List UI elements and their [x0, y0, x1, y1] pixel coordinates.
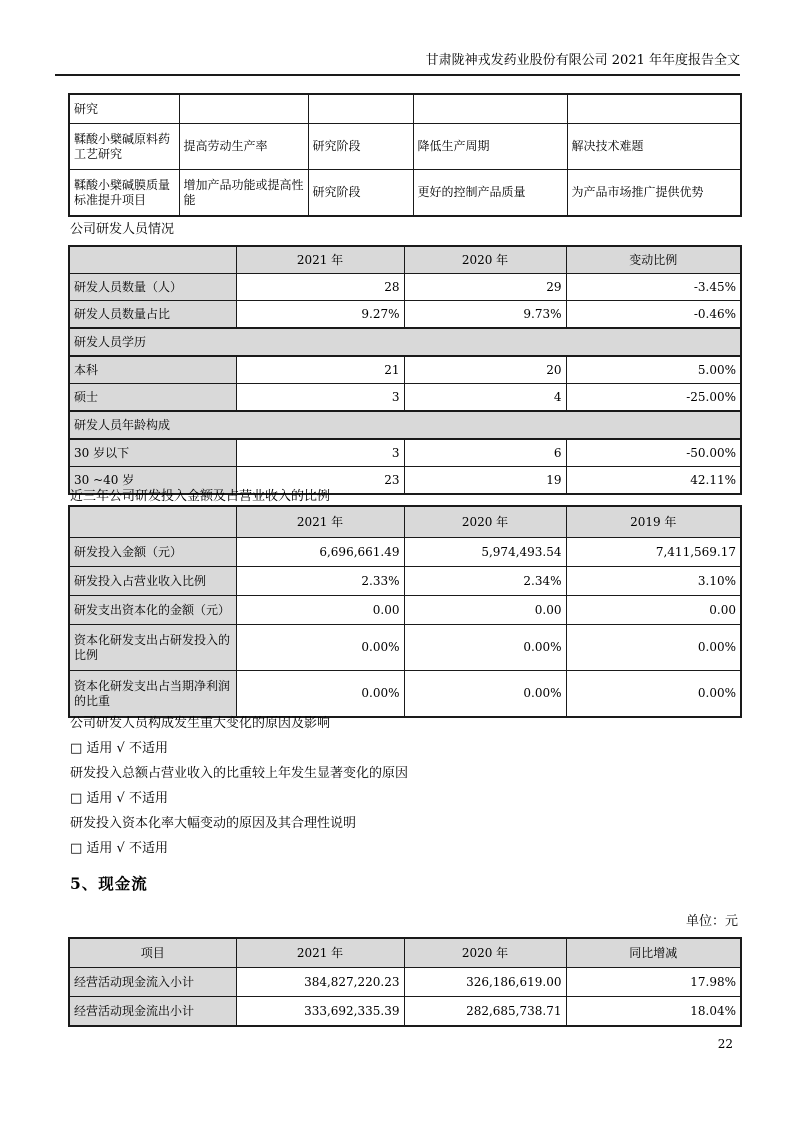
table-cell: 29 [404, 274, 566, 301]
table-cell: 384,827,220.23 [236, 968, 404, 997]
column-header: 2020 年 [404, 938, 566, 968]
row-label: 研发支出资本化的金额（元） [69, 596, 236, 625]
table-cell: 0.00 [404, 596, 566, 625]
column-header: 2020 年 [404, 506, 566, 538]
cashflow-section-heading: 5、现金流 [70, 874, 148, 893]
table-cell [567, 94, 741, 124]
table-cell: 鞣酸小檗碱膜质量标准提升项目 [69, 170, 179, 217]
table-cell: -0.46% [566, 301, 741, 329]
table-section-row [69, 328, 741, 356]
table-cell: 7,411,569.17 [566, 538, 741, 567]
table-row [69, 124, 741, 170]
table-cell: 20 [404, 356, 566, 384]
table-row [69, 170, 741, 217]
table-cell: 17.98% [566, 968, 741, 997]
page-header [55, 50, 740, 76]
table-row [69, 356, 741, 384]
table-cell: 42.11% [566, 467, 741, 495]
table-cell: 0.00 [566, 596, 741, 625]
rd-personnel-table [68, 245, 742, 495]
table-cell: 0.00% [404, 671, 566, 718]
table-cell [308, 94, 413, 124]
table-header-row [69, 246, 741, 274]
table-cell: 18.04% [566, 997, 741, 1027]
table-header-row [69, 938, 741, 968]
cashflow-table [68, 937, 742, 1027]
column-header [69, 246, 236, 274]
table-cell: -25.00% [566, 384, 741, 412]
notes-block [70, 716, 740, 866]
table-section-row [69, 411, 741, 439]
rd-investment-table-title: 近三年公司研发投入金额及占营业收入的比例 [70, 489, 331, 504]
table-row [69, 997, 741, 1027]
table-row [69, 968, 741, 997]
note-applicability-answer: □ 适用 √ 不适用 [70, 841, 168, 856]
table-cell: 解决技术难题 [567, 124, 741, 170]
column-header: 2021 年 [236, 246, 404, 274]
column-header: 2021 年 [236, 938, 404, 968]
table-cell: 282,685,738.71 [404, 997, 566, 1027]
note-applicability-answer: □ 适用 √ 不适用 [70, 791, 168, 806]
table-cell: 研究阶段 [308, 170, 413, 217]
table-cell: 23 [236, 467, 404, 495]
note-applicability-answer: □ 适用 √ 不适用 [70, 741, 168, 756]
section-label: 研发人员学历 [69, 328, 741, 356]
column-header: 变动比例 [566, 246, 741, 274]
table-cell: 3 [236, 384, 404, 412]
table-cell: 6 [404, 439, 566, 467]
table-cell: 0.00 [236, 596, 404, 625]
table-row [69, 671, 741, 718]
row-label: 本科 [69, 356, 236, 384]
table-cell: 增加产品功能或提高性能 [179, 170, 308, 217]
row-label: 硕士 [69, 384, 236, 412]
table-cell: 0.00% [236, 671, 404, 718]
rd-projects-table [68, 93, 742, 217]
table-cell [179, 94, 308, 124]
row-label: 研发投入金额（元） [69, 538, 236, 567]
page-number: 22 [717, 1037, 733, 1051]
section-label: 研发人员年龄构成 [69, 411, 741, 439]
table-row [69, 94, 741, 124]
column-header: 项目 [69, 938, 236, 968]
column-header: 2020 年 [404, 246, 566, 274]
rd-personnel-table-title: 公司研发人员情况 [70, 222, 175, 237]
table-header-row [69, 506, 741, 538]
table-cell: 9.73% [404, 301, 566, 329]
table-cell: -50.00% [566, 439, 741, 467]
table-cell: 研究 [69, 94, 179, 124]
table-cell: 2.34% [404, 567, 566, 596]
table-cell: 9.27% [236, 301, 404, 329]
note-question: 研发投入资本化率大幅变动的原因及其合理性说明 [70, 816, 357, 831]
row-label: 研发人员数量（人） [69, 274, 236, 301]
row-label: 研发人员数量占比 [69, 301, 236, 329]
table-cell: 3 [236, 439, 404, 467]
row-label: 经营活动现金流入小计 [69, 968, 236, 997]
rd-investment-table [68, 505, 742, 718]
table-cell: 研究阶段 [308, 124, 413, 170]
table-cell: 鞣酸小檗碱原料药工艺研究 [69, 124, 179, 170]
table-cell: 3.10% [566, 567, 741, 596]
table-cell: 0.00% [566, 671, 741, 718]
column-header: 同比增减 [566, 938, 741, 968]
note-question: 研发投入总额占营业收入的比重较上年发生显著变化的原因 [70, 766, 409, 781]
row-label: 30 岁以下 [69, 439, 236, 467]
table-cell: 0.00% [566, 625, 741, 671]
table-cell: 0.00% [236, 625, 404, 671]
note-question: 公司研发人员构成发生重大变化的原因及影响 [70, 716, 331, 731]
row-label: 研发投入占营业收入比例 [69, 567, 236, 596]
row-label: 30 ~40 岁 [69, 467, 236, 495]
table-row [69, 625, 741, 671]
table-cell: 提高劳动生产率 [179, 124, 308, 170]
table-cell: 降低生产周期 [413, 124, 567, 170]
table-row [69, 301, 741, 329]
table-row [69, 439, 741, 467]
table-cell: 更好的控制产品质量 [413, 170, 567, 217]
row-label: 资本化研发支出占研发投入的比例 [69, 625, 236, 671]
table-row [69, 384, 741, 412]
table-cell: 4 [404, 384, 566, 412]
table-cell: 为产品市场推广提供优势 [567, 170, 741, 217]
unit-label: 单位：元 [685, 914, 738, 929]
table-cell: 326,186,619.00 [404, 968, 566, 997]
table-cell: -3.45% [566, 274, 741, 301]
column-header: 2021 年 [236, 506, 404, 538]
table-cell: 2.33% [236, 567, 404, 596]
table-cell: 28 [236, 274, 404, 301]
report-title: 甘肃陇神戎发药业股份有限公司 2021 年年度报告全文 [425, 53, 740, 68]
table-cell: 21 [236, 356, 404, 384]
table-cell: 5,974,493.54 [404, 538, 566, 567]
table-cell: 0.00% [404, 625, 566, 671]
row-label: 经营活动现金流出小计 [69, 997, 236, 1027]
row-label: 资本化研发支出占当期净利润的比重 [69, 671, 236, 718]
table-cell: 333,692,335.39 [236, 997, 404, 1027]
table-cell [413, 94, 567, 124]
table-cell: 6,696,661.49 [236, 538, 404, 567]
table-row [69, 596, 741, 625]
table-row [69, 274, 741, 301]
column-header: 2019 年 [566, 506, 741, 538]
table-cell: 5.00% [566, 356, 741, 384]
column-header [69, 506, 236, 538]
table-row [69, 567, 741, 596]
table-cell: 19 [404, 467, 566, 495]
table-row [69, 538, 741, 567]
